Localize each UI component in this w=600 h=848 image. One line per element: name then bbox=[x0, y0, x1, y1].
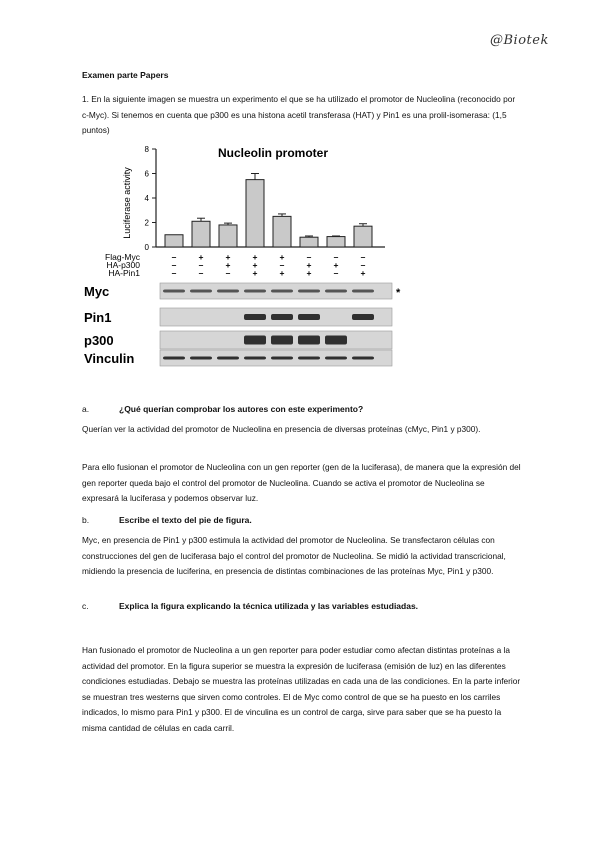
figure-svg bbox=[82, 143, 412, 375]
blot-label: p300 bbox=[84, 333, 114, 348]
blot-band bbox=[217, 357, 239, 360]
condition-mark: – bbox=[306, 252, 312, 262]
condition-mark: – bbox=[198, 268, 204, 278]
chart-ylabel: Luciferase activity bbox=[122, 167, 132, 239]
blot-band bbox=[271, 357, 293, 360]
condition-mark: – bbox=[360, 260, 366, 270]
blot-band bbox=[298, 357, 320, 360]
bar bbox=[165, 235, 183, 247]
y-tick-label: 8 bbox=[144, 145, 149, 154]
question-c bbox=[82, 601, 418, 611]
condition-mark: – bbox=[171, 260, 177, 270]
question-b-text: Escribe el texto del pie de figura. bbox=[119, 515, 252, 525]
question-1 bbox=[82, 92, 522, 139]
condition-label: Flag-Myc bbox=[105, 252, 140, 262]
condition-mark: + bbox=[279, 268, 285, 278]
document-title: Examen parte Papers bbox=[82, 70, 169, 80]
question-1-text: En la siguiente imagen se muestra un experimento el que se ha utilizado el promotor de Nucleolina (reconocido por c-Myc). Si tenemos en cuenta que p300 es una histona acetil transferasa (HAT) y Pin1 es una prolil-isomerasa: (1,5 puntos) bbox=[82, 94, 516, 135]
condition-mark: + bbox=[252, 252, 258, 262]
figure bbox=[82, 143, 412, 375]
blot-band bbox=[271, 290, 293, 293]
condition-label: HA-Pin1 bbox=[108, 268, 140, 278]
blot-band bbox=[163, 290, 185, 293]
blot-label: Pin1 bbox=[84, 310, 112, 325]
condition-label: HA-p300 bbox=[106, 260, 140, 270]
bar bbox=[192, 221, 210, 247]
blot-band bbox=[244, 357, 266, 360]
blot-band bbox=[244, 336, 266, 345]
blot-band bbox=[244, 314, 266, 320]
blot-band bbox=[352, 314, 374, 320]
bar bbox=[246, 180, 264, 247]
blot-star: * bbox=[396, 287, 401, 299]
y-tick-label: 0 bbox=[144, 243, 149, 252]
blot-band bbox=[298, 336, 320, 345]
condition-mark: + bbox=[198, 252, 204, 262]
condition-mark: + bbox=[306, 268, 312, 278]
blot-band bbox=[190, 357, 212, 360]
y-tick-label: 6 bbox=[144, 169, 149, 179]
condition-mark: – bbox=[333, 268, 339, 278]
blot-label: Myc bbox=[84, 284, 110, 299]
condition-mark: + bbox=[252, 260, 258, 270]
bar bbox=[354, 226, 372, 247]
blot-band bbox=[352, 357, 374, 360]
condition-mark: + bbox=[225, 252, 231, 262]
question-a-text: ¿Qué querían comprobar los autores con este experimento? bbox=[119, 404, 364, 414]
condition-mark: + bbox=[252, 268, 258, 278]
watermark: @Biotek bbox=[490, 33, 549, 48]
question-c-letter: c. bbox=[82, 601, 89, 611]
bar bbox=[300, 237, 318, 247]
question-a bbox=[82, 404, 363, 414]
blot-band bbox=[217, 290, 239, 293]
y-tick-label: 4 bbox=[144, 194, 149, 203]
bar bbox=[327, 237, 345, 247]
condition-mark: – bbox=[279, 260, 285, 270]
question-c-text: Explica la figura explicando la técnica utilizada y las variables estudiadas. bbox=[119, 601, 419, 611]
bar bbox=[219, 225, 237, 247]
condition-mark: – bbox=[171, 252, 177, 262]
condition-mark: + bbox=[225, 260, 231, 270]
condition-mark: + bbox=[279, 252, 285, 262]
condition-mark: + bbox=[360, 268, 366, 278]
condition-mark: + bbox=[306, 260, 312, 270]
answer-b: Myc, en presencia de Pin1 y p300 estimula la actividad del promotor de Nucleolina. Se transfectaron células con construcciones del gen de luciferasa bajo el control del promotor de Nucleolina. Se midió la actividad transcricional, midiendo la presencia de luciferina, en presencia de distintas combinaciones de las proteínas Myc, Pin1 y p300. bbox=[82, 535, 506, 576]
answer-c: Han fusionado el promotor de Nucleolina a un gen reporter para poder estudiar como afectan distintas proteínas a la actividad del promotor. En la figura superior se muestra la expresión de luciferasa (emisión de luz) en las diferentes condiciones estudiadas. Debajo se muestra las proteínas utilizadas en cada una de las condiciones. En la parte inferior se muestran tres westerns que sirven como controles. El de Myc como control de que se ha puesto en los carriles indicados, lo mismo para Pin1 y p300. El de vinculina es un control de carga, sirve para saber que se ha puesto la misma cantidad de células en cada carril. bbox=[82, 645, 521, 733]
blot-band bbox=[244, 290, 266, 293]
blot-band bbox=[271, 336, 293, 345]
question-b-letter: b. bbox=[82, 515, 90, 525]
condition-mark: + bbox=[333, 260, 339, 270]
blot-band bbox=[298, 290, 320, 293]
question-a-letter: a. bbox=[82, 404, 90, 414]
condition-mark: – bbox=[225, 268, 231, 278]
condition-mark: – bbox=[360, 252, 366, 262]
answer-a-paragraph-2: Para ello fusionan el promotor de Nucleolina con un gen reporter (gen de la luciferasa), de manera que la expresión del gen reporter queda bajo el control del promotor de Nucleolina. Cuando se activa el promotor de Nucleolina se expresará la luciferasa y podemos observar luz. bbox=[82, 462, 521, 503]
y-tick-label: 2 bbox=[144, 218, 149, 228]
question-b bbox=[82, 515, 252, 525]
blot-label: Vinculin bbox=[84, 351, 135, 366]
bar bbox=[273, 216, 291, 247]
answer-a-paragraph-1: Querían ver la actividad del promotor de Nucleolina en presencia de diversas proteínas (cMyc, Pin1 y p300). bbox=[82, 424, 481, 434]
blot-band bbox=[163, 357, 185, 360]
condition-mark: – bbox=[198, 260, 204, 270]
chart-title: Nucleolin promoter bbox=[217, 146, 329, 160]
blot-band bbox=[325, 336, 347, 345]
blot-band bbox=[271, 314, 293, 320]
blot-band bbox=[298, 314, 320, 320]
condition-mark: – bbox=[171, 268, 177, 278]
condition-mark: – bbox=[333, 252, 339, 262]
blot-band bbox=[352, 290, 374, 293]
blot-band bbox=[190, 290, 212, 293]
blot-band bbox=[325, 290, 347, 293]
blot-band bbox=[325, 357, 347, 360]
question-1-number: 1. bbox=[82, 94, 89, 104]
